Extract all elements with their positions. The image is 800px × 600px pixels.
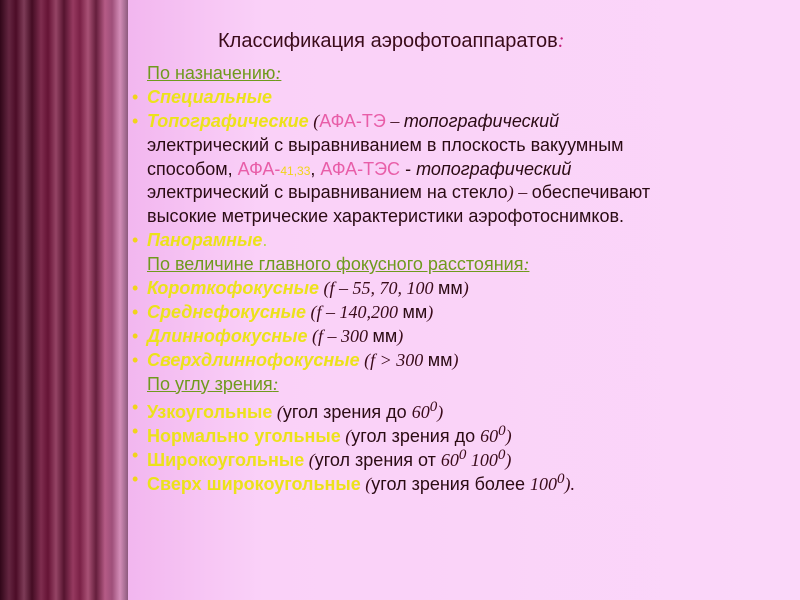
bullet: • bbox=[132, 421, 139, 442]
bullet: • bbox=[132, 397, 139, 418]
bullet: • bbox=[132, 445, 139, 466]
bullet: • bbox=[132, 110, 139, 131]
bullet: • bbox=[132, 349, 139, 370]
list-item-topographic: • Топографические (АФА-ТЭ – топографический bbox=[132, 110, 782, 134]
bullet: • bbox=[132, 278, 139, 299]
topographic-line-3: способом, АФА-41,33, АФА-ТЭС - топографический bbox=[147, 158, 572, 179]
list-item-angle: • Сверх широкоугольные (угол зрения более $100^0$). bbox=[132, 469, 576, 495]
list-item-panoramic: • Панорамные. bbox=[132, 229, 782, 253]
slide-content bbox=[132, 62, 782, 495]
list-item-focal: • Сверхдлиннофокусные (f > 300 мм) bbox=[132, 349, 782, 373]
curtain-decoration bbox=[0, 0, 128, 600]
list-item-focal: • Среднефокусные (f – 140,200 мм) bbox=[132, 301, 782, 325]
list-item-angle: • Широкоугольные (угол зрения от $60^0$ $100^0$) bbox=[132, 445, 512, 471]
list-item-angle: • Узкоугольные (угол зрения до $60^0$) bbox=[132, 397, 444, 423]
topographic-line-5: высокие метрические характеристики аэрофотоснимков. bbox=[147, 206, 625, 227]
list-item-angle: • Нормально угольные (угол зрения до $60^0$) bbox=[132, 421, 512, 447]
list-item-special: • Специальные bbox=[132, 86, 782, 110]
bullet: • bbox=[132, 325, 139, 346]
list-item-focal: • Короткофокусные (f – 55, 70, 100 мм) bbox=[132, 277, 782, 301]
list-item-focal: • Длиннофокусные (f – 300 мм) bbox=[132, 325, 782, 349]
title-colon: : bbox=[557, 30, 565, 52]
topographic-line-4: электрический с выравниванием на стекло) – обеспечивают bbox=[147, 182, 651, 203]
title-text: Классификация аэрофотоаппаратов bbox=[218, 30, 558, 52]
heading-by-focal-length: По величине главного фокусного расстояния: bbox=[147, 254, 530, 275]
bullet: • bbox=[132, 230, 139, 251]
topographic-line-2: электрический с выравниванием в плоскость вакуумным bbox=[147, 134, 624, 155]
bullet: • bbox=[132, 469, 139, 490]
bullet: • bbox=[132, 301, 139, 322]
heading-by-purpose: По назначению: bbox=[147, 63, 282, 83]
heading-by-angle: По углу зрения: bbox=[147, 373, 279, 394]
bullet: • bbox=[132, 86, 139, 107]
slide-title bbox=[218, 30, 564, 53]
